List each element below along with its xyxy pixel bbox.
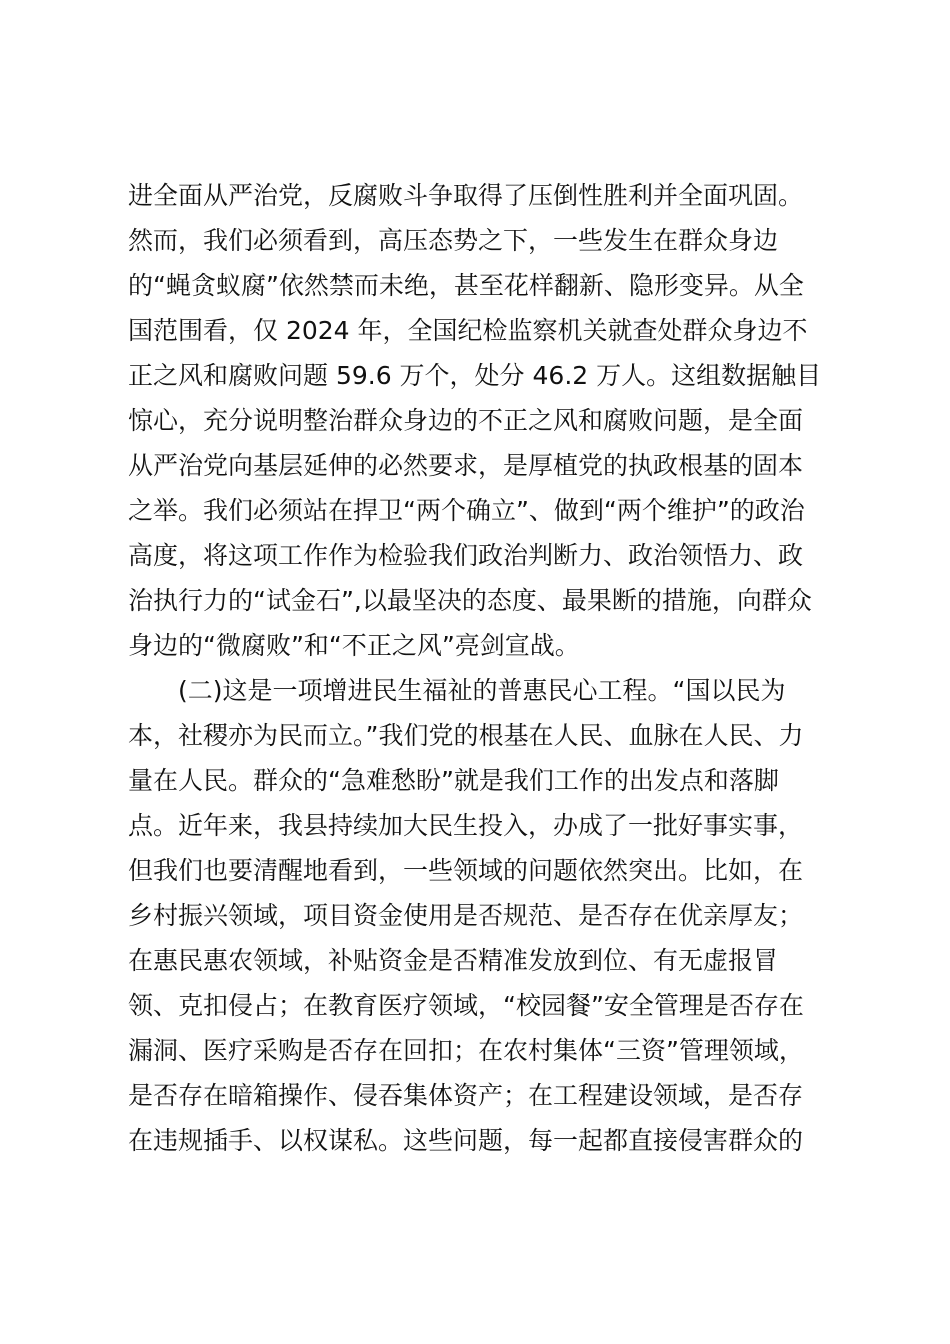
text-line: 量在人民。群众的“急难愁盼”就是我们工作的出发点和落脚	[128, 766, 779, 795]
body-text	[128, 173, 832, 1163]
text-line: 治执行力的“试金石”,以最坚决的态度、最果断的措施，向群众	[128, 586, 812, 615]
text-line: 高度，将这项工作作为检验我们政治判断力、政治领悟力、政	[128, 541, 804, 570]
text-line: 从严治党向基层延伸的必然要求，是厚植党的执政根基的固本	[128, 451, 804, 480]
text-line: 正之风和腐败问题 59.6 万个，处分 46.2 万人。这组数据触目	[128, 361, 822, 390]
text-line: 乡村振兴领域，项目资金使用是否规范、是否存在优亲厚友；	[128, 901, 804, 930]
text-line: 在惠民惠农领域，补贴资金是否精准发放到位、有无虚报冒	[128, 946, 779, 975]
text-line: 国范围看，仅 2024 年，全国纪检监察机关就查处群众身边不	[128, 316, 808, 345]
section-heading-line: (二)这是一项增进民生福祉的普惠民心工程。“国以民为	[178, 676, 786, 705]
text-line: 身边的“微腐败”和“不正之风”亮剑宣战。	[128, 631, 580, 660]
text-line: 在违规插手、以权谋私。这些问题，每一起都直接侵害群众的	[128, 1126, 804, 1155]
text-line: 的“蝇贪蚁腐”依然禁而未绝，甚至花样翻新、隐形变异。从全	[128, 271, 804, 300]
text-line: 进全面从严治党，反腐败斗争取得了压倒性胜利并全面巩固。	[128, 181, 804, 210]
text-line: 但我们也要清醒地看到，一些领域的问题依然突出。比如，在	[128, 856, 804, 885]
text-line: 点。近年来，我县持续加大民生投入，办成了一批好事实事，	[128, 811, 804, 840]
text-line: 然而，我们必须看到，高压态势之下，一些发生在群众身边	[128, 226, 779, 255]
text-line: 惊心，充分说明整治群众身边的不正之风和腐败问题，是全面	[128, 406, 804, 435]
text-line: 漏洞、医疗采购是否存在回扣；在农村集体“三资”管理领域，	[128, 1036, 804, 1065]
text-line: 本，社稷亦为民而立。”我们党的根基在人民、血脉在人民、力	[128, 721, 804, 750]
text-line: 领、克扣侵占；在教育医疗领域，“校园餐”安全管理是否存在	[128, 991, 804, 1020]
text-line: 之举。我们必须站在捍卫“两个确立”、做到“两个维护”的政治	[128, 496, 805, 525]
text-line: 是否存在暗箱操作、侵吞集体资产；在工程建设领域，是否存	[128, 1081, 804, 1110]
